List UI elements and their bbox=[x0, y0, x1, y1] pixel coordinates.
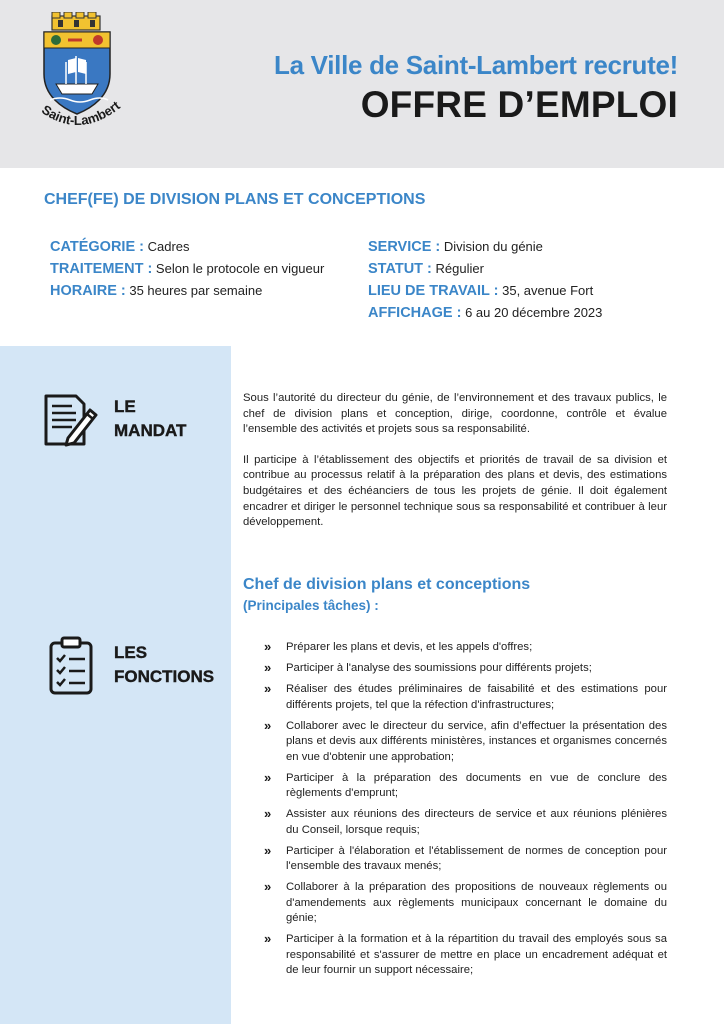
bullet-chevron-icon: » bbox=[264, 842, 272, 858]
duties-list bbox=[264, 640, 667, 984]
mandat-paragraph: Il participe à l’établissement des objectifs et priorités de travail de sa division et contribue au processus relatif à la préparation des plans et devis, des estimations budgétaires et des échéanciers de tous les projets de génie. Il doit également encadrer et diriger le personnel technique sous sa responsabilité et contribuer à leur développement. bbox=[243, 453, 667, 529]
recruitment-tagline: La Ville de Saint-Lambert recrute! bbox=[274, 50, 678, 80]
list-item: » Assister aux réunions des directeurs de service et aux réunions plénières du Conseil, lorsque requis; bbox=[264, 806, 667, 836]
list-item: » Préparer les plans et devis, et les appels d'offres; bbox=[264, 639, 533, 654]
offer-heading: OFFRE D’EMPLOI bbox=[360, 84, 678, 125]
bullet-chevron-icon: » bbox=[264, 769, 272, 785]
list-item: » Participer à la préparation des documents en vue de conclure des règlements d'emprunt; bbox=[264, 769, 667, 799]
section-label-fonctions: LES FONCTIONS bbox=[114, 643, 215, 686]
meta-status: STATUT : Régulier bbox=[368, 261, 484, 277]
city-coat-of-arms-logo bbox=[30, 12, 126, 134]
mandat-paragraph: Sous l’autorité du directeur du génie, de l’environnement et des travaux publics, le chef de division plans et conception, dirige, coordonne, contrôle et évalue l’ensemble des activités et projets sous sa responsabilité. bbox=[243, 392, 667, 436]
page-header bbox=[0, 0, 724, 168]
bullet-chevron-icon: » bbox=[264, 879, 272, 894]
meta-schedule: HORAIRE : 35 heures par semaine bbox=[50, 283, 263, 299]
list-item: » Participer à la formation et à la répartition du travail des employés sous sa responsabilité et s'assurer de mettre en place un encadrement adéquat et de leur fournir un support nécessaire; bbox=[264, 931, 667, 976]
bullet-chevron-icon: » bbox=[264, 931, 272, 946]
meta-category: CATÉGORIE : Cadres bbox=[50, 239, 190, 255]
duties-title: Chef de division plans et conceptions bbox=[243, 576, 531, 593]
list-item: » Participer à l'analyse des soumissions pour différents projets; bbox=[264, 660, 592, 675]
list-item: » Réaliser des études préliminaires de faisabilité et des estimations pour différents projets, tel que la réfection d'infrastructures; bbox=[264, 681, 667, 711]
list-item: » Participer à l'élaboration et l'établissement de normes de conception pour l'ensemble des travaux menés; bbox=[264, 842, 667, 872]
clipboard-checklist-icon bbox=[48, 636, 96, 696]
document-pen-icon bbox=[42, 392, 100, 450]
mandat-description bbox=[243, 391, 667, 546]
bullet-chevron-icon: » bbox=[264, 681, 272, 696]
bullet-chevron-icon: » bbox=[264, 639, 272, 654]
bullet-chevron-icon: » bbox=[264, 660, 272, 675]
meta-workplace: LIEU DE TRAVAIL : 35, avenue Fort bbox=[368, 283, 594, 299]
job-title: CHEF(FE) DE DIVISION PLANS ET CONCEPTIONS bbox=[44, 191, 426, 208]
duties-subtitle: (Principales tâches) : bbox=[243, 598, 379, 613]
bullet-chevron-icon: » bbox=[264, 717, 272, 733]
svg-text:Saint-Lambert: Saint-Lambert bbox=[39, 97, 123, 129]
list-item: » Collaborer avec le directeur du service, afin d’effectuer la présentation des plans et devis aux différents ministères, instances et organismes concernés en vue d'obtenir une approbation; bbox=[264, 717, 667, 763]
meta-service: SERVICE : Division du génie bbox=[368, 239, 543, 255]
job-meta-left bbox=[50, 236, 324, 302]
meta-posting-dates: AFFICHAGE : 6 au 20 décembre 2023 bbox=[368, 305, 603, 321]
bullet-chevron-icon: » bbox=[264, 806, 272, 821]
list-item: » Collaborer à la préparation des propositions de nouveaux règlements ou d'amendements aux règlements municipaux concernant le domaine du génie; bbox=[264, 879, 667, 924]
section-label-mandat: LE MANDAT bbox=[114, 397, 187, 440]
job-meta-right bbox=[368, 236, 602, 324]
meta-salary: TRAITEMENT : Selon le protocole en vigueur bbox=[50, 261, 325, 277]
